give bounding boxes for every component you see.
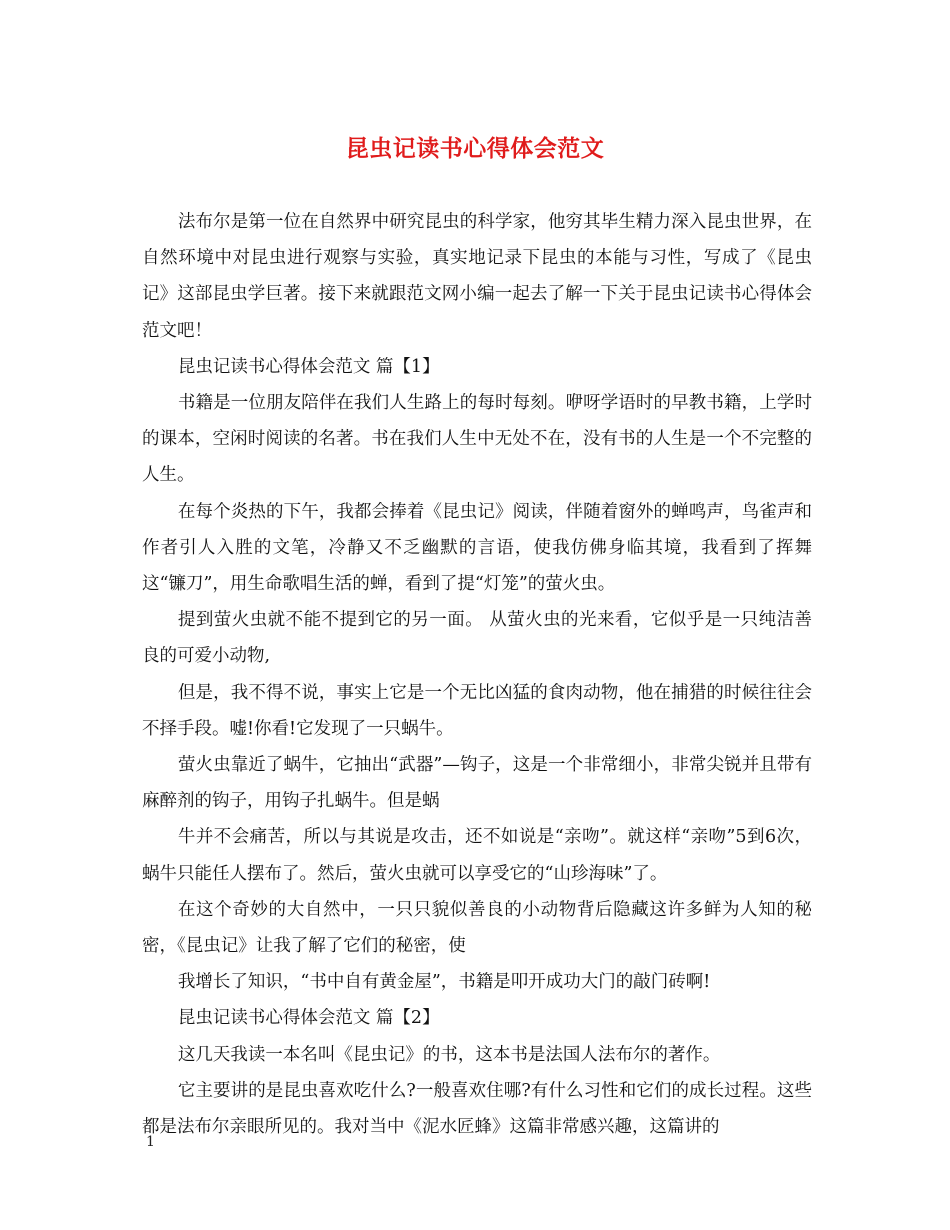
- page-number: 1: [146, 1134, 155, 1150]
- intro-paragraph: 法布尔是第一位在自然界中研究昆虫的科学家，他穷其毕生精力深入昆虫世界，在自然环境中对昆虫进行观察与实验，真实地记录下昆虫的本能与习性，写成了《昆虫记》这部昆虫学巨著。接下来就跟范文网小编一起去了解一下关于昆虫记读书心得体会范文吧！: [142, 212, 812, 341]
- body-paragraph: 书籍是一位朋友陪伴在我们人生路上的每时每刻。咿呀学语时的早教书籍，上学时的课本，空闲时阅读的名著。书在我们人生中无处不在，没有书的人生是一个不完整的人生。: [142, 393, 812, 486]
- body-paragraph: 在每个炎热的下午，我都会捧着《昆虫记》阅读，伴随着窗外的蝉鸣声，鸟雀声和作者引人入胜的文笔，冷静又不乏幽默的言语，使我仿佛身临其境，我看到了挥舞这“镰刀”，用生命歌唱生活的蝉，看到了提“灯笼”的萤火虫。: [142, 501, 812, 595]
- body-paragraph: 但是，我不得不说，事实上它是一个无比凶猛的食肉动物，他在捕猎的时候往往会不择手段。嘘!你看!它发现了一只蜗牛。: [142, 682, 812, 739]
- body-paragraph: 萤火虫靠近了蜗牛，它抽出“武器”—钩子，这是一个非常细小，非常尖锐并且带有麻醉剂的钩子，用钩子扎蜗牛。但是蜗: [142, 755, 812, 812]
- body-paragraph: 提到萤火虫就不能不提到它的另一面。 从萤火虫的光来看，它似乎是一只纯洁善良的可爱小动物,: [142, 610, 812, 667]
- body-paragraph: 牛并不会痛苦，所以与其说是攻击，还不如说是“亲吻”。就这样“亲吻”5到6次，蜗牛只能任人摆布了。然后，萤火虫就可以享受它的“山珍海味”了。: [142, 827, 812, 884]
- section-heading-1: 昆虫记读书心得体会范文 篇【1】: [177, 356, 440, 377]
- body-paragraph: 在这个奇妙的大自然中，一只只貌似善良的小动物背后隐藏这许多鲜为人知的秘密，《昆虫记》让我了解了它们的秘密，使: [142, 899, 812, 957]
- body-paragraph: 这几天我读一本名叫《昆虫记》的书，这本书是法国人法布尔的著作。: [177, 1044, 721, 1065]
- document-body: [142, 204, 812, 1145]
- body-paragraph: 它主要讲的是昆虫喜欢吃什么?一般喜欢住哪?有什么习性和它们的成长过程。这些都是法布尔亲眼所见的。我对当中《泥水匠蜂》这篇非常感兴趣，这篇讲的: [142, 1080, 812, 1138]
- page-title: 昆虫记读书心得体会范文: [345, 135, 605, 162]
- section-heading-2: 昆虫记读书心得体会范文 篇【2】: [177, 1008, 440, 1029]
- body-paragraph: 我增长了知识，“书中自有黄金屋”，书籍是叩开成功大门的敲门砖啊!: [177, 972, 711, 993]
